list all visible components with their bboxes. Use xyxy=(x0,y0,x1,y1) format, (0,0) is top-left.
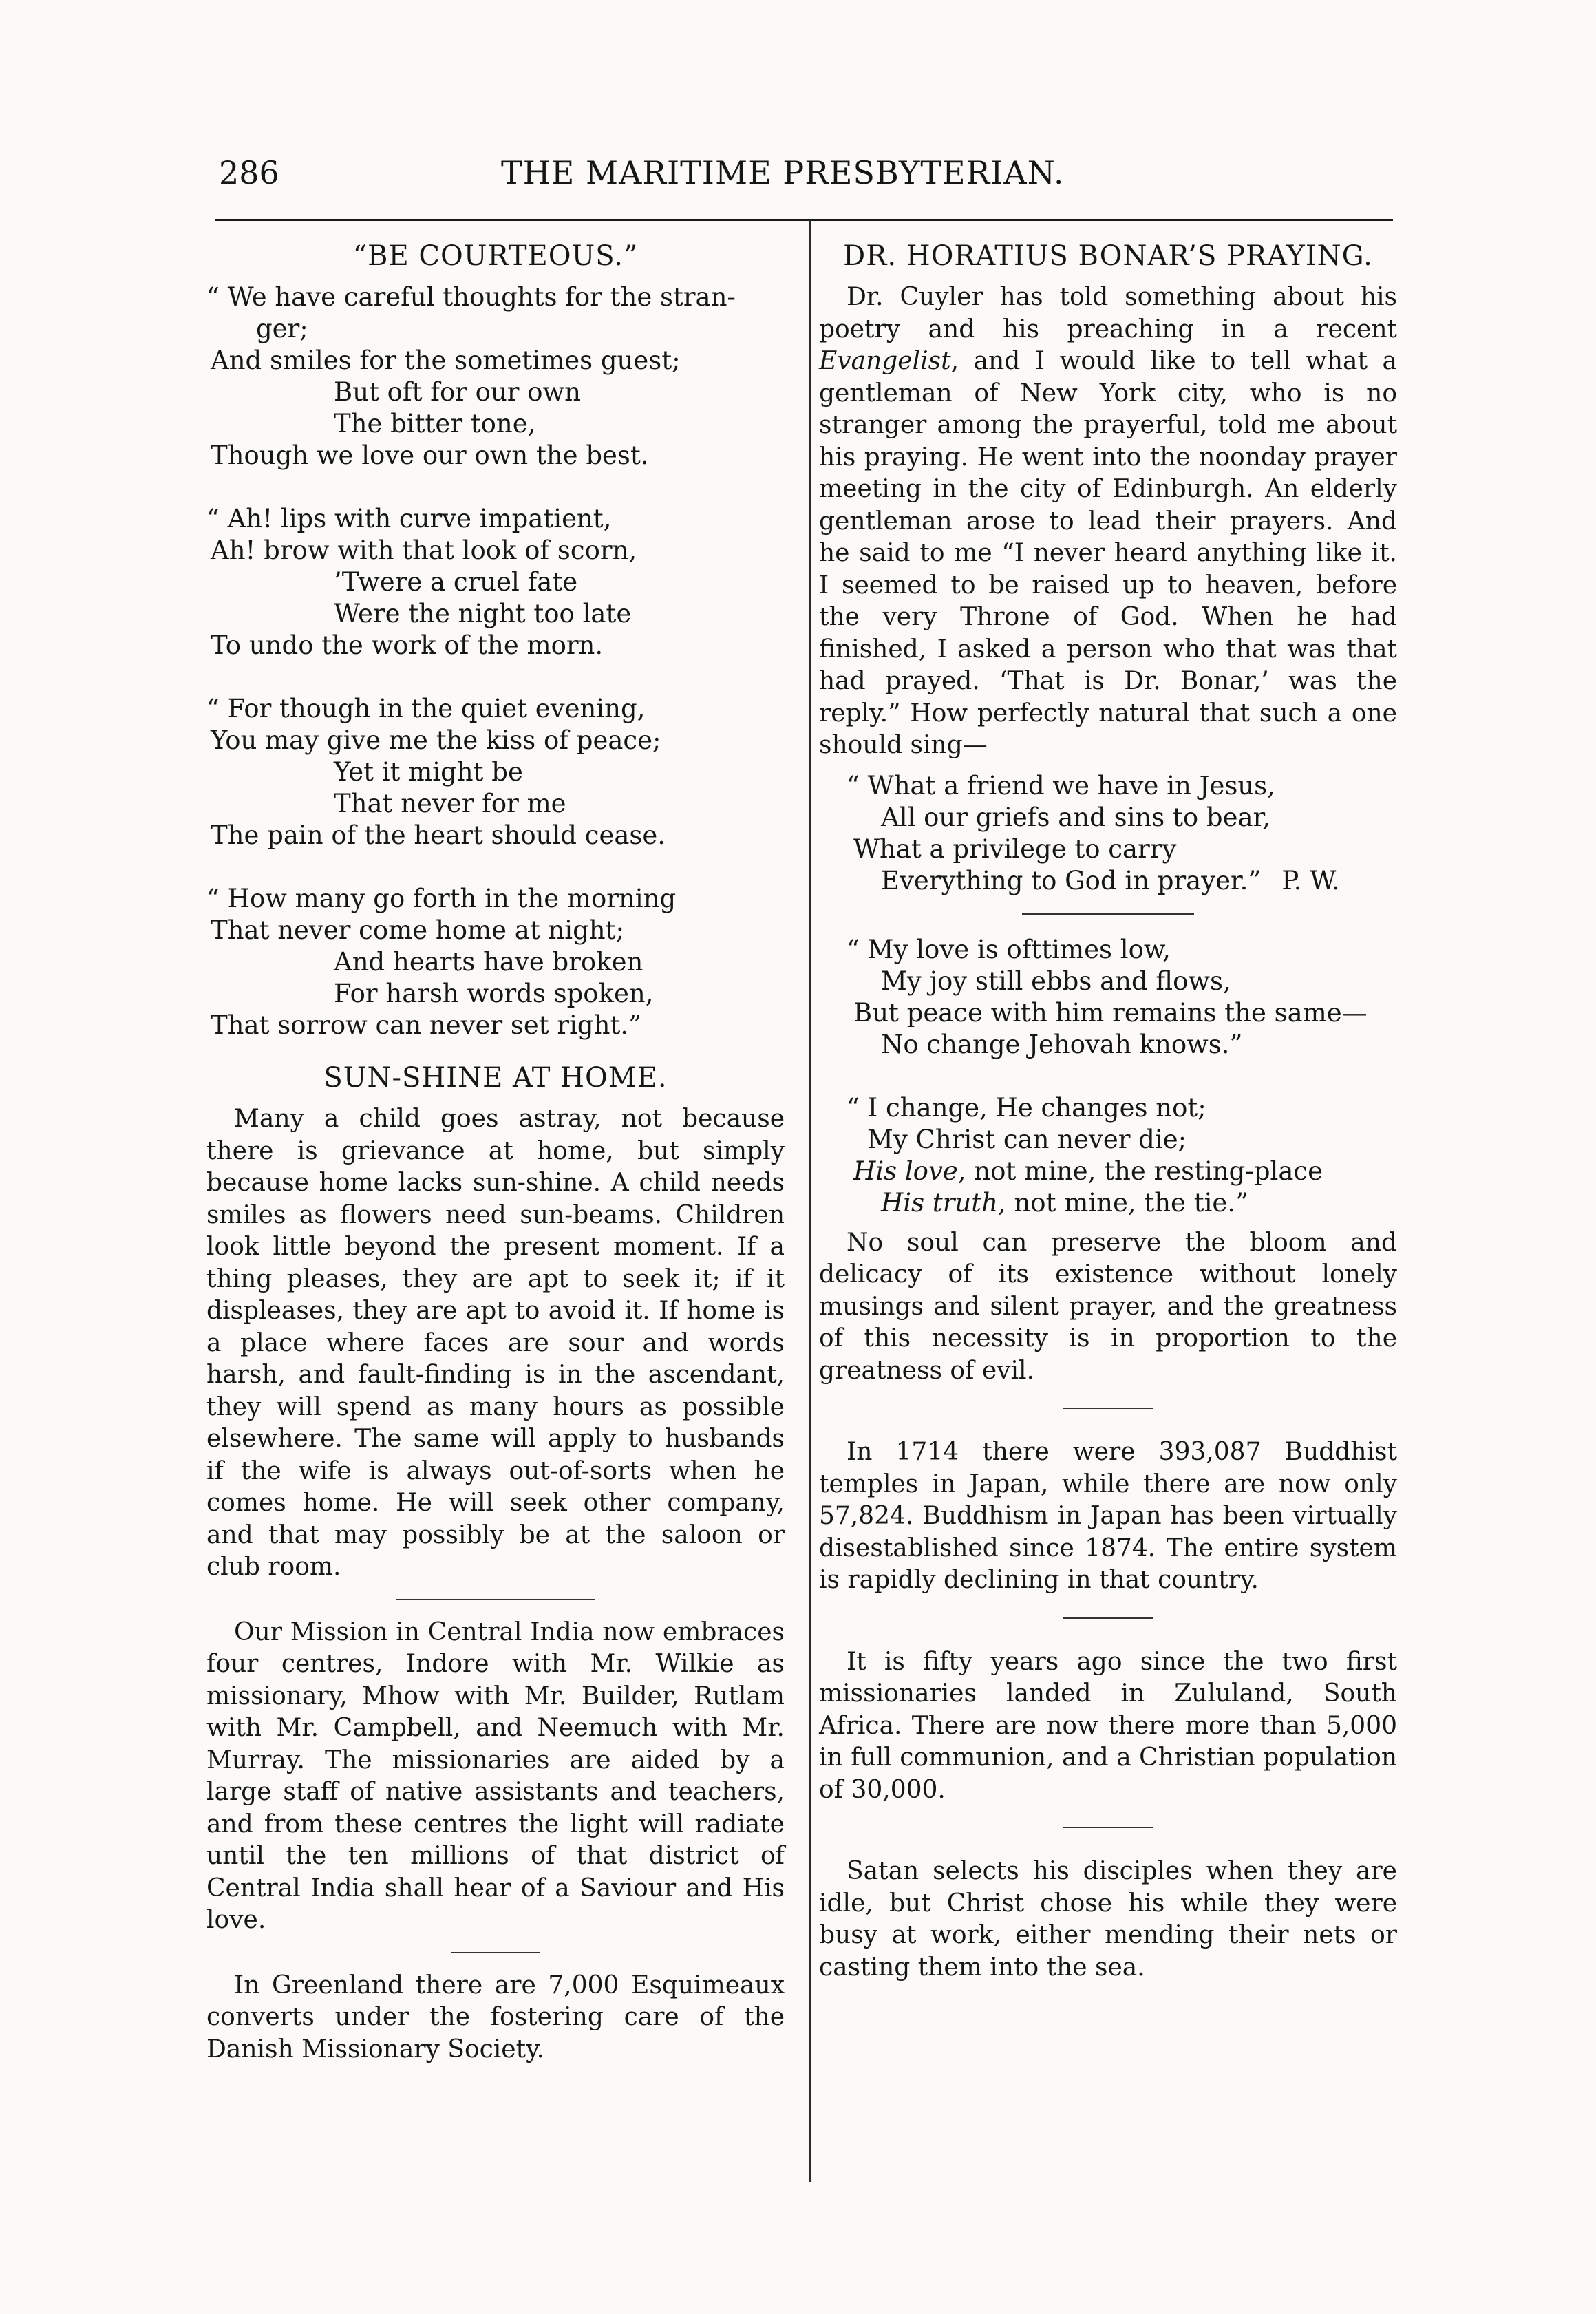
poem-line: The pain of the heart should cease. xyxy=(211,820,666,850)
hymn-line: What a privilege to carry xyxy=(853,834,1177,864)
header-rule xyxy=(215,219,1393,221)
poem-line xyxy=(819,1156,1397,1187)
poem-line: To undo the work of the morn. xyxy=(211,630,604,660)
poem-line: “ For though in the quiet evening, xyxy=(206,694,646,723)
bonar-paragraph xyxy=(819,282,1397,762)
divider xyxy=(451,1952,540,1953)
hymn-line: All our griefs and sins to bear, xyxy=(881,802,1270,832)
satan-paragraph: Satan selects his disciples when they are idle, but Christ chose his while they were busy at work, either mending their nets or casting them into the sea. xyxy=(819,1857,1397,1982)
divider xyxy=(1063,1408,1153,1409)
poem-line: Yet it might be xyxy=(334,757,523,787)
poem-line: My joy still ebbs and flows, xyxy=(881,966,1231,996)
poem-italic: His love xyxy=(853,1156,958,1186)
page-number: 286 xyxy=(219,154,279,191)
poem-line: “ I change, He changes not; xyxy=(847,1092,1206,1123)
love-poem xyxy=(819,934,1397,1061)
hymn-line: “ What a friend we have in Jesus, xyxy=(847,770,1275,800)
bonar-text: , and I would like to tell what a gentleman of New York city, who is no stranger among the prayerful, told me about his praying. He went into the noonday prayer meeting in the city of Edinburgh. An elderly gentleman arose to lead their prayers. And he said to me “I never heard anything like it. I seemed to be raised up to heaven, before the very Throne of God. When he had finished, I asked a person who that was that had prayed. ‘That is Dr. Bonar,’ was the reply.” How perfectly natural that such a one should sing— xyxy=(819,347,1397,759)
zululand-paragraph: It is fifty years ago since the two first missionaries landed in Zululand, South Africa. There are now there more than 5,000 in full communion, and a Christian population of 30,000. xyxy=(819,1647,1397,1804)
poem-line: For harsh words spoken, xyxy=(334,979,654,1008)
bonar-title: DR. HORATIUS BONAR’S PRAYING. xyxy=(843,240,1373,272)
poem-italic: His truth xyxy=(881,1187,998,1218)
divider xyxy=(1063,1617,1153,1619)
running-title: THE MARITIME PRESBYTERIAN. xyxy=(501,154,1065,191)
poem-line: ’Twere a cruel fate xyxy=(334,567,578,597)
poem-line: That sorrow can never set right.” xyxy=(211,1010,641,1040)
poem-line: “ My love is ofttimes low, xyxy=(847,934,1171,964)
poem-line: No change Jehovah knows.” xyxy=(881,1029,1243,1059)
poem-line: But peace with him remains the same— xyxy=(853,997,1368,1028)
poem-line: “ How many go forth in the morning xyxy=(206,884,677,913)
column-rule xyxy=(809,220,811,2182)
hymn-quote xyxy=(819,770,1397,897)
poem-text: , not mine, the resting-place xyxy=(957,1156,1323,1186)
signature: P. W. xyxy=(1281,865,1340,895)
poem-line: That never for me xyxy=(334,789,566,818)
be-courteous-title: “BE COURTEOUS.” xyxy=(352,240,639,272)
greenland-paragraph: In Greenland there are 7,000 Esquimeaux converts under the fostering care of the Danish Missionary Society. xyxy=(206,1971,785,2063)
japan-paragraph: In 1714 there were 393,087 Buddhist temples in Japan, while there are now only 57,824. Buddhism in Japan has been virtually disestablished since 1874. The entire system is rapidly declining in that country. xyxy=(819,1438,1397,1594)
divider xyxy=(1022,913,1194,915)
poem-line: You may give me the kiss of peace; xyxy=(211,725,661,755)
divider xyxy=(1063,1827,1153,1828)
poem-line: And hearts have broken xyxy=(334,947,643,977)
soul-paragraph: No soul can preserve the bloom and delicacy of its existence without lonely musings and silent prayer, and the greatness of this necessity is in proportion to the greatness of evil. xyxy=(819,1228,1397,1385)
poem-line: “ We have careful thoughts for the stran- xyxy=(206,282,736,312)
poem-line xyxy=(819,1187,1397,1219)
sunshine-paragraph: Many a child goes astray, not because there is grievance at home, but simply because home lacks sun-shine. A child needs smiles as flowers need sun-beams. Children look little beyond the present moment. If a thing pleases, they are apt to seek it; if it displeases, they are apt to avoid it. If home is a place where faces are sour and words harsh, and fault-finding is in the ascendant, they will spend as many hours as possible elsewhere. The same will apply to husbands if the wife is always out-of-sorts when he comes home. He will seek other company, and that may possibly be at the saloon or club room. xyxy=(206,1105,785,1581)
poem-text: , not mine, the tie.” xyxy=(997,1187,1248,1218)
sunshine-title: SUN-SHINE AT HOME. xyxy=(323,1062,668,1094)
poem-line: And smiles for the sometimes guest; xyxy=(211,346,681,375)
right-column xyxy=(819,237,1397,1984)
mission-paragraph: Our Mission in Central India now embraces four centres, Indore with Mr. Wilkie as missionary, Mhow with Mr. Builder, Rutlam with Mr. Campbell, and Neemuch with Mr. Murray. The missionaries are aided by a large staff of native assistants and teachers, and from these centres the light will radiate until the ten millions of that district of Central India shall hear of a Saviour and His love. xyxy=(206,1617,785,1934)
poem-line: The bitter tone, xyxy=(334,409,536,438)
poem-line: Though we love our own the best. xyxy=(211,440,649,470)
bonar-text-italic: Evangelist xyxy=(819,347,951,375)
be-courteous-poem xyxy=(206,282,785,1041)
left-column xyxy=(206,237,785,2066)
poem-line: Ah! brow with that look of scorn, xyxy=(211,535,637,565)
hymn-line-text: Everything to God in prayer.” xyxy=(881,865,1262,895)
poem-line: That never come home at night; xyxy=(211,915,624,945)
poem-line: But oft for our own xyxy=(334,377,581,407)
poem-line: My Christ can never die; xyxy=(867,1124,1187,1154)
divider xyxy=(396,1599,595,1600)
change-poem xyxy=(819,1092,1397,1219)
poem-line: ger; xyxy=(256,314,308,343)
hymn-line xyxy=(819,865,1397,897)
bonar-text: Dr. Cuyler has told something about his poetry and his preaching in a recent xyxy=(819,283,1397,343)
poem-line: “ Ah! lips with curve impatient, xyxy=(206,504,612,533)
poem-line: Were the night too late xyxy=(334,599,632,628)
